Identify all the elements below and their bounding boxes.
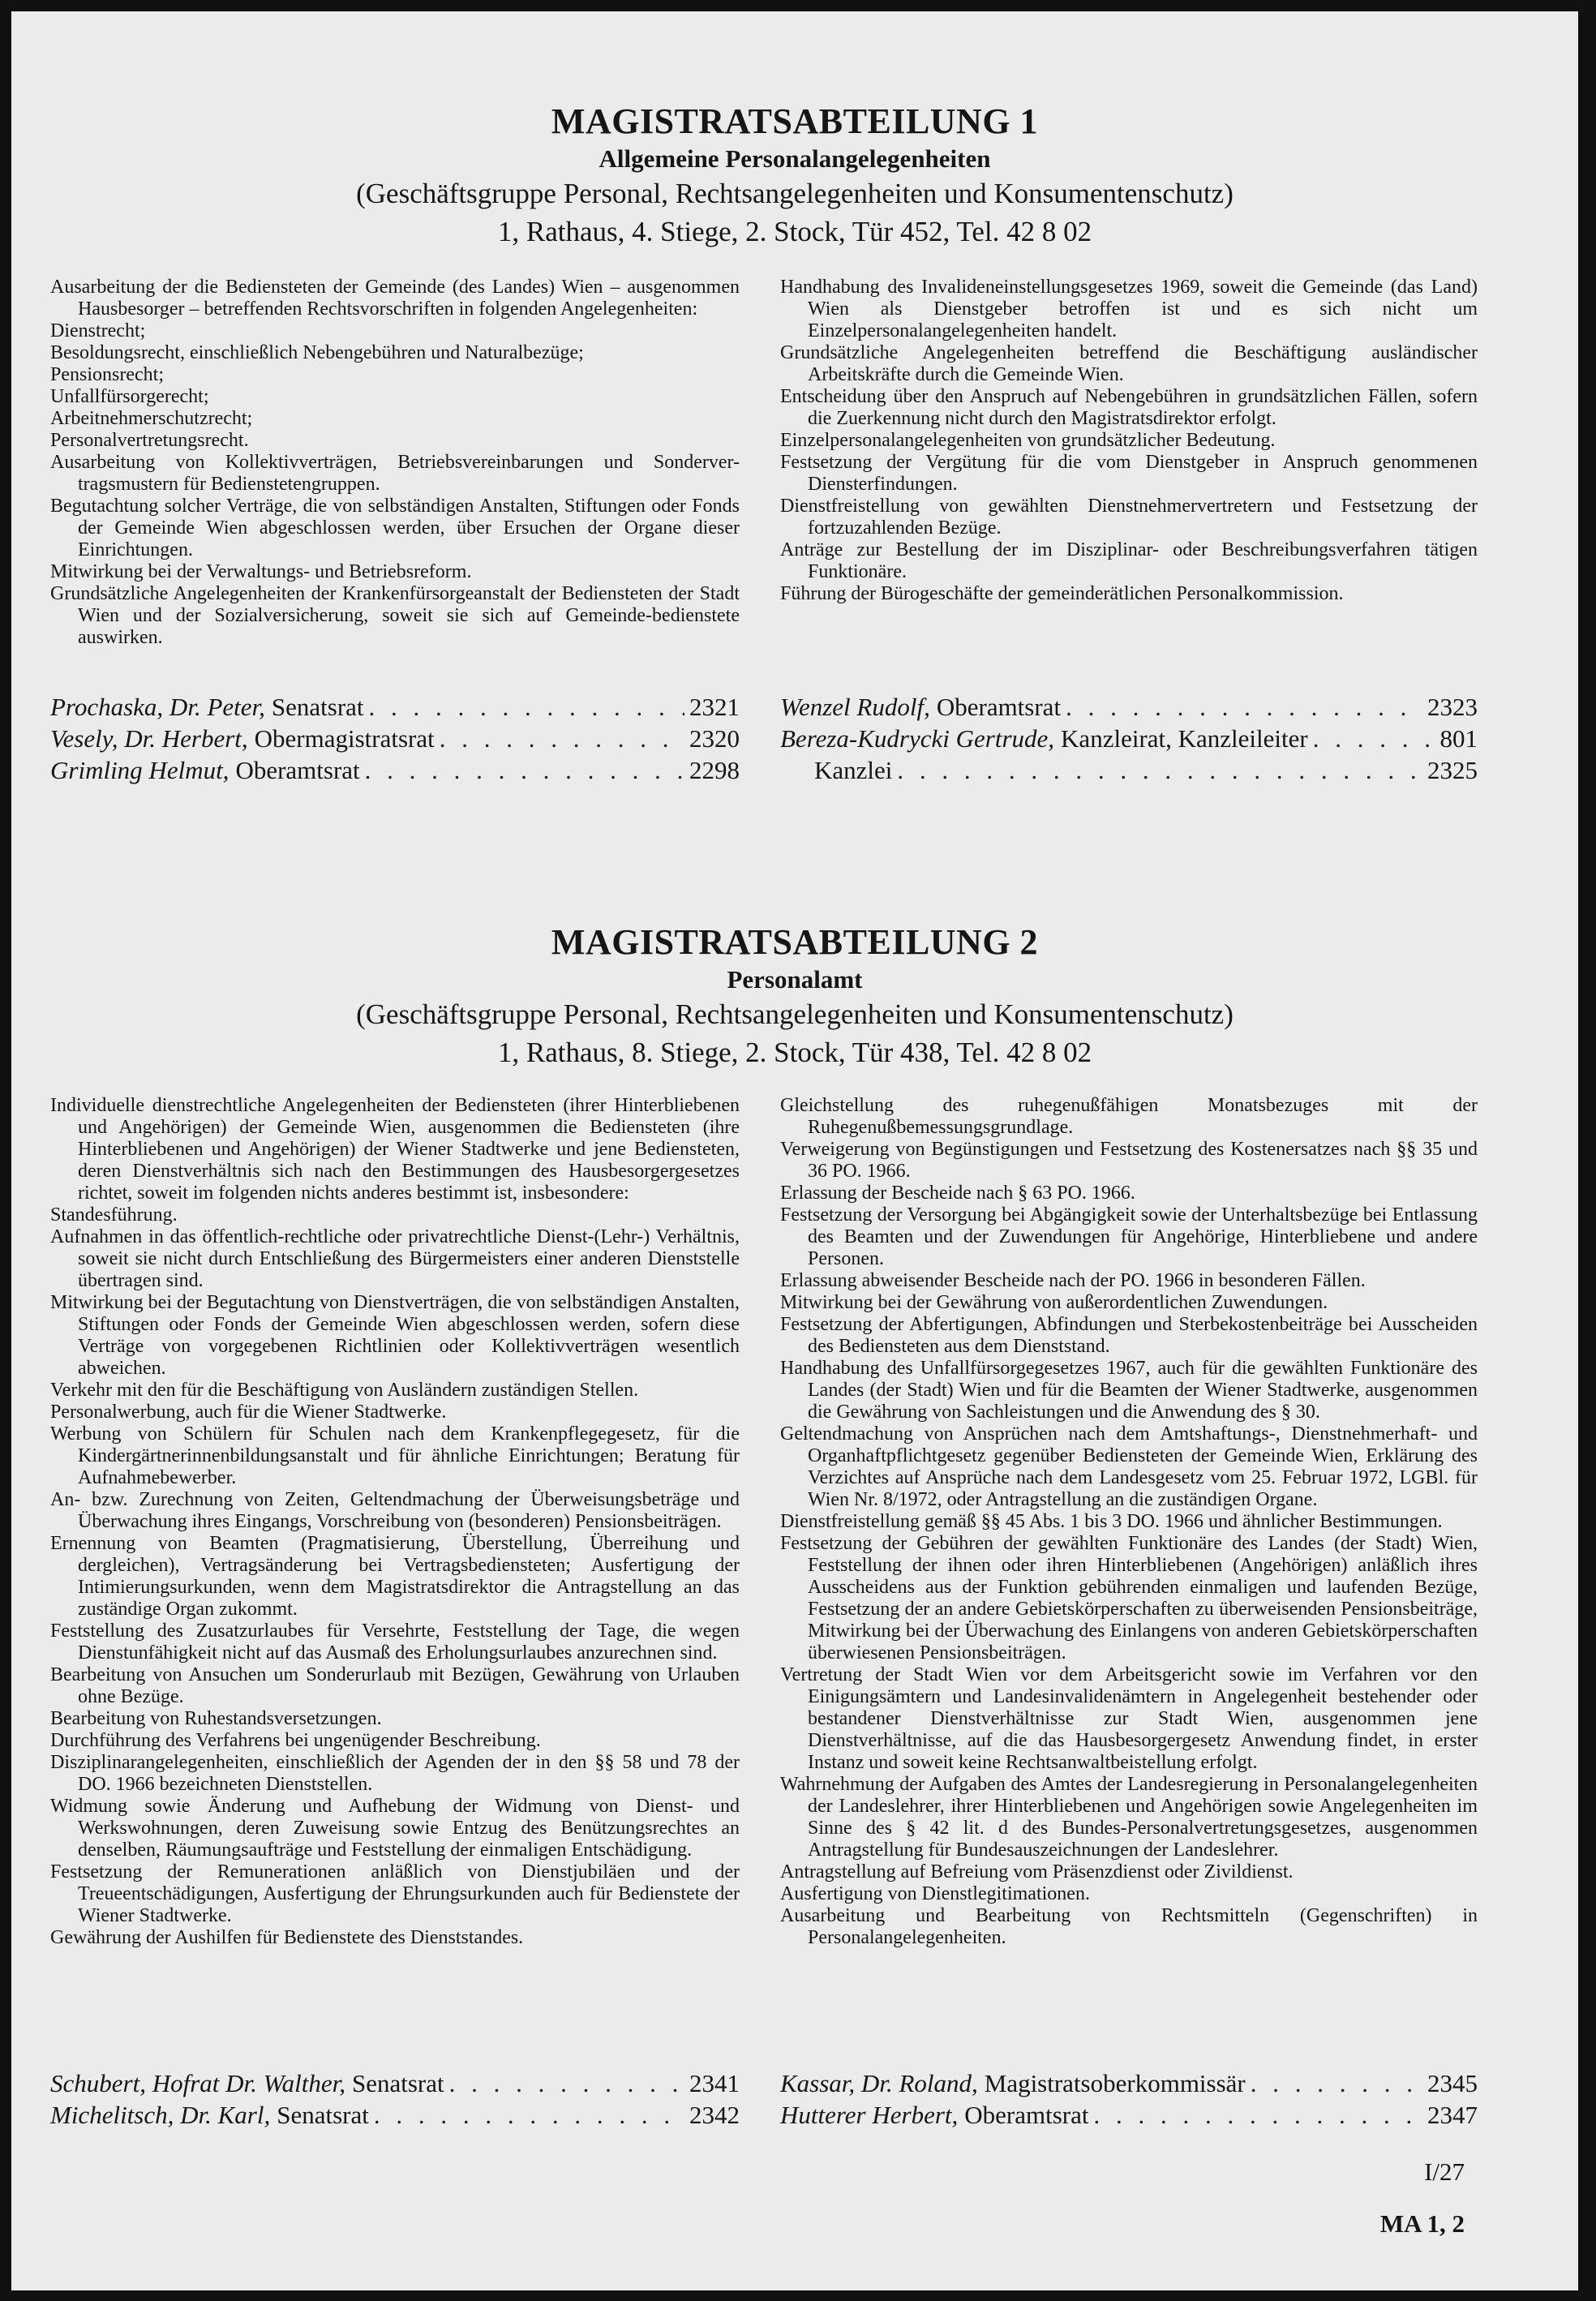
page-footer — [1380, 2156, 1465, 2240]
ma2-staff-right-list — [780, 2067, 1478, 2131]
duty-item: Bearbeitung von Ruhestandsversetzungen. — [50, 1708, 382, 1729]
duty-item: Arbeitnehmerschutzrecht; — [50, 408, 253, 429]
staff-entry — [780, 754, 1478, 786]
staff-role: Magistratsoberkommissär — [984, 2069, 1246, 2097]
staff-name: Prochaska, Dr. Peter, — [50, 693, 265, 721]
duty-item: Festsetzung der Abfertigungen, Abfindungen und Sterbekostenbeiträge bei Ausscheiden des Bediensteten aus dem Dienststand. — [780, 1314, 1478, 1357]
staff-role: Kanzleirat, Kanzleileiter — [1061, 724, 1308, 753]
leader-dots — [374, 2099, 684, 2131]
phone-extension: 2320 — [689, 724, 740, 753]
duty-item: Aufnahmen in das öffentlich-rechtliche oder privatrechtliche Dienst-(Lehr-) Verhältnis, soweit sie nicht durch Entschließung des Bürgermeisters einer anderen Dienststelle übertragen sind. — [50, 1226, 740, 1291]
ma2-address: 1, Rathaus, 8. Stiege, 2. Stock, Tür 438, Tel. 42 8 02 — [497, 1037, 1092, 1068]
staff-role: Obermagistratsrat — [254, 724, 435, 753]
phone-extension: 2298 — [689, 756, 740, 784]
ma2-business-group: (Geschäftsgruppe Personal, Rechtsangelegenheiten und Konsumentenschutz) — [356, 998, 1233, 1030]
duty-item: Erlassung der Bescheide nach § 63 PO. 1966. — [780, 1183, 1135, 1204]
leader-dots — [449, 2067, 684, 2099]
duty-item: Festsetzung der Versorgung bei Abgängigkeit sowie der Unterhaltsbezüge bei Entlassung des Beamten und der Zuwendungen für Angehörige, Hinterbliebene und andere Personen. — [780, 1204, 1478, 1269]
ma1-header — [11, 101, 1578, 251]
page-number: I/27 — [1424, 2157, 1465, 2186]
staff-entry — [50, 754, 740, 786]
staff-role: Senatsrat — [271, 693, 364, 721]
ma2-staff-left-list — [50, 2067, 740, 2131]
duty-item: An- bzw. Zurechnung von Zeiten, Geltendmachung der Überweisungsbeträge und Überwachung ihres Eingangs, Vorschreibung von (besonderen) Pensionsbeiträgen. — [50, 1489, 740, 1532]
leader-dots — [897, 754, 1422, 786]
staff-name: Kassar, Dr. Roland, — [780, 2069, 978, 2097]
duty-item: Durchführung des Verfahrens bei ungenügender Beschreibung. — [50, 1730, 541, 1751]
phone-extension: 2321 — [689, 693, 740, 721]
staff-entry — [780, 691, 1478, 723]
duty-item: Entscheidung über den Anspruch auf Nebengebühren in grundsätzlichen Fällen, sofern die Zuerkennung nicht durch den Magistratsdirektor erfolgt. — [780, 386, 1478, 429]
leader-dots — [1251, 2067, 1422, 2099]
phone-extension: 2345 — [1427, 2069, 1478, 2097]
phone-extension: 2323 — [1427, 693, 1478, 721]
ma2-subtitle: Personalamt — [727, 965, 863, 994]
duty-item: Dienstfreistellung gemäß §§ 45 Abs. 1 bis 3 DO. 1966 und ähnlicher Bestimmungen. — [780, 1511, 1443, 1532]
ma1-staff-right — [780, 691, 1478, 786]
duty-item: Unfallfürsorgerecht; — [50, 386, 209, 407]
staff-entry — [780, 723, 1478, 754]
duty-item: Begutachtung solcher Verträge, die von selbständigen Anstalten, Stiftungen oder Fonds der Gemeinde Wien abgeschlossen werden, über Ersuchen der Organe dieser Einrichtungen. — [50, 496, 740, 560]
ma1-duties-right — [780, 277, 1478, 605]
staff-name: Schubert, Hofrat Dr. Walther, — [50, 2069, 345, 2097]
ma1-duties-left-list — [50, 277, 740, 649]
duty-item: Widmung sowie Änderung und Aufhebung der Widmung von Dienst- und Werkswohnungen, deren Zuweisung sowie Entzug des Benützungsrechtes an denselben, Räumungsaufträge und Feststellung der einmaligen Entschädigung. — [50, 1796, 740, 1861]
duty-item: Disziplinarangelegenheiten, einschließlich der Agenden der in den §§ 58 und 78 der DO. 1966 bezeichneten Dienststellen. — [50, 1752, 740, 1795]
duty-item: Verweigerung von Begünstigungen und Festsetzung des Kostenersatzes nach §§ 35 und 36 PO. 1966. — [780, 1139, 1478, 1182]
ma1-address: 1, Rathaus, 4. Stiege, 2. Stock, Tür 452, Tel. 42 8 02 — [497, 216, 1092, 247]
phone-extension: 2341 — [689, 2069, 740, 2097]
duty-item: Erlassung abweisender Bescheide nach der PO. 1966 in besonderen Fällen. — [780, 1270, 1366, 1291]
staff-name: Vesely, Dr. Herbert, — [50, 724, 248, 753]
duty-item: Pensionsrecht; — [50, 364, 164, 385]
duty-item: Gewährung der Aushilfen für Bedienstete des Dienststandes. — [50, 1927, 524, 1948]
duty-item: Mitwirkung bei der Verwaltungs- und Betriebsreform. — [50, 561, 472, 582]
ma1-duties-right-list — [780, 277, 1478, 605]
duty-item: Mitwirkung bei der Gewährung von außerordentlichen Zuwendungen. — [780, 1292, 1328, 1313]
duty-item: Ausfertigung von Dienstlegitimationen. — [780, 1883, 1090, 1904]
duty-item: Besoldungsrecht, einschließlich Nebengebühren und Naturalbezüge; — [50, 342, 584, 363]
staff-role: Oberamtsrat — [936, 693, 1062, 721]
ma2-title: MAGISTRATSABTEILUNG 2 — [551, 922, 1039, 962]
duty-item: Festsetzung der Remunerationen anläßlich von Dienstjubiläen und der Treueentschädigungen, Ausfertigung der Ehrungsurkunden auch für Bedienstete der Wiener Stadtwerke. — [50, 1861, 740, 1926]
leader-dots — [369, 691, 684, 723]
ma1-staff-left — [50, 691, 740, 786]
staff-entry — [50, 691, 740, 723]
duty-item: Handhabung des Unfallfürsorgegesetzes 1967, auch für die gewählten Funktionäre des Landes (der Stadt) Wien und für die Beamten der Wiener Stadtwerke, ausgenommen die Gewährung von Sachleistungen und die Anwendung des § 30. — [780, 1358, 1478, 1423]
staff-name: Bereza-Kudrycki Gertrude, — [780, 724, 1055, 753]
staff-entry — [780, 2067, 1478, 2099]
duty-item: Antragstellung auf Befreiung vom Präsenzdienst oder Zivildienst. — [780, 1861, 1294, 1882]
duty-item: Einzelpersonalangelegenheiten von grundsätzlicher Bedeutung. — [780, 430, 1276, 451]
phone-extension: 2325 — [1427, 756, 1478, 784]
duty-item: Personalwerbung, auch für die Wiener Stadtwerke. — [50, 1402, 447, 1423]
duty-item: Festsetzung der Vergütung für die vom Dienstgeber in Anspruch genommenen Diensterfindungen. — [780, 452, 1478, 495]
duty-item: Verkehr mit den für die Beschäftigung von Ausländern zuständigen Stellen. — [50, 1380, 639, 1401]
department-code: MA 1, 2 — [1379, 2209, 1465, 2238]
phone-extension: 801 — [1439, 724, 1478, 753]
document-page — [11, 11, 1578, 2290]
duty-item: Personalvertretungsrecht. — [50, 430, 249, 451]
ma1-business-group: (Geschäftsgruppe Personal, Rechtsangelegenheiten und Konsumentenschutz) — [356, 178, 1233, 209]
section-ma1 — [11, 101, 1578, 251]
duty-item: Werbung von Schülern für Schulen nach dem Krankenpflegegesetz, für die Kindergärtnerinnenbildungsanstalt und für ähnliche Einrichtungen; Beratung für Aufnahmebewerber. — [50, 1423, 740, 1488]
duty-item: Ernennung von Beamten (Pragmatisierung, Überstellung, Überreihung und dergleichen), Vertragsänderung bei Vertragsbediensteten; Ausfertigung der Intimierungsurkunden, wenn dem Magistratsdirektor die Antragstellung an das zuständige Organ zukommt. — [50, 1533, 740, 1620]
duty-item: Individuelle dienstrechtliche Angelegenheiten der Bediensteten (ihrer Hinterbliebenen und Angehörigen) der Gemeinde Wien, ausgenommen die Bediensteten (ihre Hinterbliebenen und Angehörigen) der Wiener Stadtwerke und jene Bediensteten, deren Dienstverhältnis sich nach den Bestimmungen des Hausbesorgergesetzes richtet, soweit im folgenden nichts anderes bestimmt ist, insbesondere: — [50, 1095, 740, 1204]
ma1-subtitle: Allgemeine Personalangelegenheiten — [598, 144, 991, 173]
staff-name: Wenzel Rudolf, — [780, 693, 930, 721]
duty-item: Handhabung des Invalideneinstellungsgesetzes 1969, soweit die Gemeinde (das Land) Wien als Dienstgeber betroffen ist und es sich nicht um Einzelpersonalangelegenheiten handelt. — [780, 277, 1478, 341]
duty-item: Ausarbeitung und Bearbeitung von Rechtsmitteln (Gegenschriften) in Personalangelegenheiten. — [780, 1905, 1478, 1948]
staff-role: Oberamtsrat — [235, 756, 360, 784]
duty-item: Ausarbeitung der die Bediensteten der Gemeinde (des Landes) Wien – ausgenommen Hausbesorger – betreffenden Rechtsvorschriften in folgenden Angelegenheiten: — [50, 277, 740, 320]
duty-item: Standesführung. — [50, 1204, 178, 1226]
ma2-staff-right — [780, 2067, 1478, 2131]
duty-item: Führung der Bürogeschäfte der gemeinderätlichen Personalkommission. — [780, 583, 1344, 604]
duty-item: Grundsätzliche Angelegenheiten betreffend die Beschäftigung ausländischer Arbeitskräfte durch die Gemeinde Wien. — [780, 342, 1478, 385]
staff-name: Grimling Helmut, — [50, 756, 230, 784]
duty-item: Feststellung des Zusatzurlaubes für Versehrte, Feststellung der Tage, die wegen Dienstunfähigkeit nicht auf das Ausmaß des Erholungsurlaubes anzurechnen sind. — [50, 1621, 740, 1664]
ma1-staff-left-list — [50, 691, 740, 786]
duty-item: Vertretung der Stadt Wien vor dem Arbeitsgericht sowie im Verfahren vor den Einigungsämtern und Landesinvalidenämtern in Angelegenheit bestehender oder bestandener Dienstverhältnisse zur Stadt Wien, ausgenommen jene Dienstverhältnisse, auf die das Hausbesorgergesetz Anwendung findet, in erster Instanz und soweit keine Rechtsanwaltbeistellung erfolgt. — [780, 1664, 1478, 1773]
duty-item: Bearbeitung von Ansuchen um Sonderurlaub mit Bezügen, Gewährung von Urlauben ohne Bezüge. — [50, 1664, 740, 1707]
staff-role: Senatsrat — [277, 2101, 369, 2129]
duty-item: Anträge zur Bestellung der im Disziplinar- oder Beschreibungsverfahren tätigen Funktionäre. — [780, 539, 1478, 582]
phone-extension: 2347 — [1427, 2101, 1478, 2129]
duty-item: Geltendmachung von Ansprüchen nach dem Amtshaftungs-, Dienstnehmerhaft- und Organhaftpflichtgesetz gegenüber Bediensteten der Gemeinde Wien, Erklärung des Verzichtes auf Ansprüche nach dem Landesgesetz vom 25. Februar 1972, LGBl. für Wien Nr. 8/1972, oder Antragstellung an die zuständigen Organe. — [780, 1423, 1478, 1510]
staff-name: Michelitsch, Dr. Karl, — [50, 2101, 271, 2129]
ma2-duties-left — [50, 1095, 740, 1949]
staff-entry — [50, 2067, 740, 2099]
ma1-staff-right-list — [780, 691, 1478, 786]
duty-item: Festsetzung der Gebühren der gewählten Funktionäre des Landes (der Stadt) Wien, Feststellung der ihnen oder ihren Hinterbliebenen (Angehörigen) anläßlich ihres Ausscheidens aus der Funktion gebührenden einmaligen und laufenden Bezüge, Festsetzung der an andere Gebietskörperschaften zu überweisenden Pensionsbeiträge, Mitwirkung bei der Überwachung des Einlangens von anderen Gebietskörperschaften überwiesenen Pensionsbeiträgen. — [780, 1533, 1478, 1664]
ma2-duties-right-list — [780, 1095, 1478, 1949]
staff-role: Oberamtsrat — [964, 2101, 1089, 2129]
staff-entry — [50, 723, 740, 754]
ma2-header — [11, 921, 1578, 1072]
duty-item: Grundsätzliche Angelegenheiten der Krankenfürsorgeanstalt der Bediensteten der Stadt Wien und der Sozialversicherung, soweit sie sich auf Gemeinde-bedienstete auswirken. — [50, 583, 740, 648]
staff-entry — [780, 2099, 1478, 2131]
duty-item: Gleichstellung des ruhegenußfähigen Monatsbezuges mit der Ruhegenußbemessungsgrundlage. — [780, 1095, 1478, 1138]
section-ma2 — [11, 921, 1578, 1072]
duty-item: Dienstrecht; — [50, 320, 146, 341]
leader-dots — [1313, 723, 1435, 754]
duty-item: Mitwirkung bei der Begutachtung von Dienstverträgen, die von selbständigen Anstalten, Stiftungen oder Fonds der Gemeinde Wien abgeschlossen werden, sofern diese Verträge von vorgegebenen Richtlinien oder Kollektivverträgen wesentlich abweichen. — [50, 1292, 740, 1379]
duty-item: Wahrnehmung der Aufgaben des Amtes der Landesregierung in Personalangelegenheiten der Landeslehrer, ihrer Hinterbliebenen und Angehörigen sowie Angelegenheiten im Sinne des § 42 lit. d des Bundes-Personalvertretungsgesetzes, ausgenommen Antragstellung für Bundesauszeichnungen der Landeslehrer. — [780, 1774, 1478, 1861]
duty-item: Ausarbeitung von Kollektivverträgen, Betriebsvereinbarungen und Sonderver-tragsmustern für Bedienstetengruppen. — [50, 452, 740, 495]
leader-dots — [440, 723, 684, 754]
staff-role: Kanzlei — [814, 756, 893, 784]
ma1-title: MAGISTRATSABTEILUNG 1 — [551, 101, 1039, 141]
duty-item: Dienstfreistellung von gewählten Dienstnehmervertretern und Festsetzung der fortzuzahlenden Bezüge. — [780, 496, 1478, 539]
ma2-duties-left-list — [50, 1095, 740, 1949]
ma1-duties-left — [50, 277, 740, 649]
phone-extension: 2342 — [689, 2101, 740, 2129]
staff-name: Hutterer Herbert, — [780, 2101, 959, 2129]
staff-entry — [50, 2099, 740, 2131]
leader-dots — [365, 754, 684, 786]
ma2-staff-left — [50, 2067, 740, 2131]
leader-dots — [1066, 691, 1422, 723]
staff-role: Senatsrat — [351, 2069, 444, 2097]
leader-dots — [1093, 2099, 1422, 2131]
ma2-duties-right — [780, 1095, 1478, 1949]
